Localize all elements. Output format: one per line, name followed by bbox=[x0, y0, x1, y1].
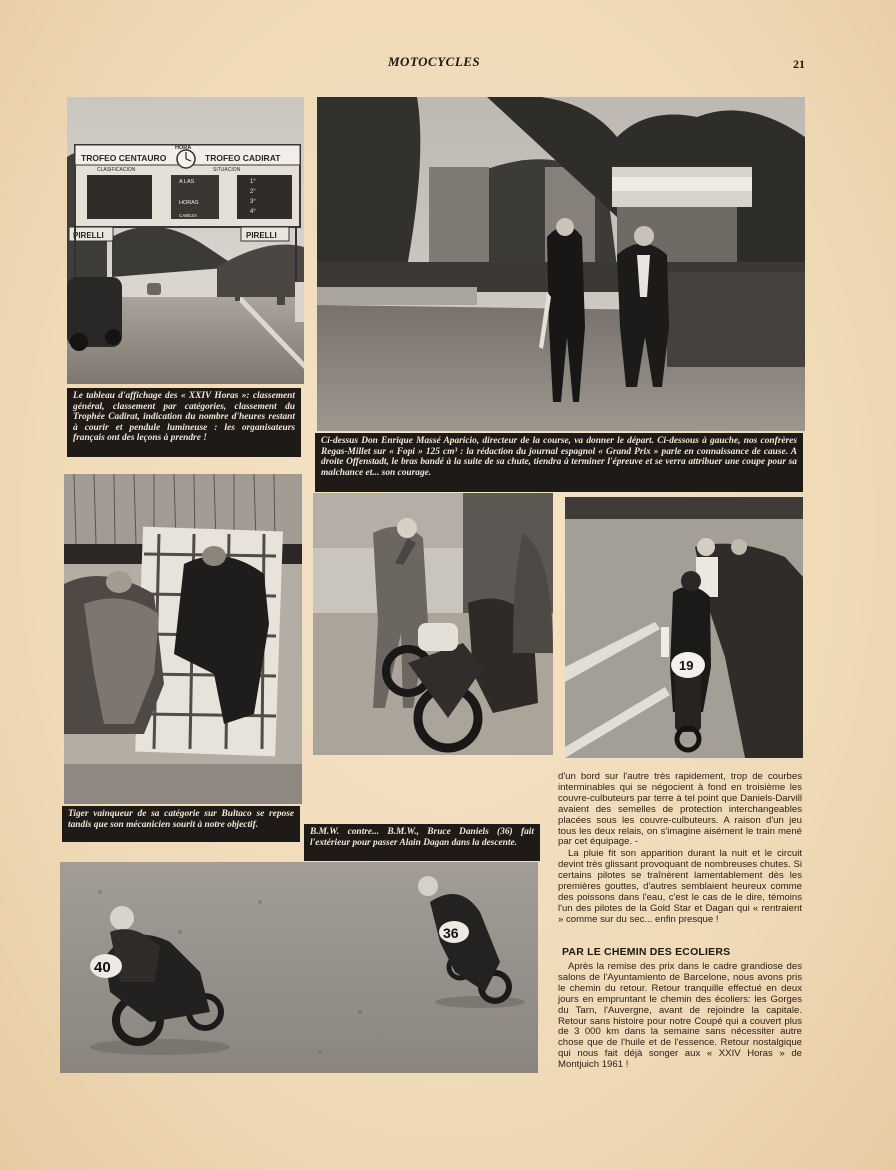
article-paragraph-2: La pluie fit son apparition durant la nuit et le circuit devint très glissant provoquant de nombreuses chutes. Si certains pilotes se traînèrent lamentablement dès les premières gouttes, d'autres semblaient heureux comme des poissons dans l'eau, c'est le cas de le dire, témoins l'un des pilotes de la Gold Star et Dagan qui « rentraient » comme sur du sec... enfin presque ! bbox=[558, 848, 802, 925]
photo-scoreboard bbox=[67, 97, 304, 384]
scoreboard-sub-right: SITUACION bbox=[213, 167, 241, 173]
running-head: MOTOCYCLES bbox=[388, 54, 481, 69]
photo-resting-rider bbox=[64, 474, 302, 804]
scoreboard-row-3: CABEZA bbox=[179, 213, 198, 218]
scoreboard-row-2: HORAS bbox=[179, 200, 199, 206]
scoreboard-row-1: A LAS bbox=[179, 179, 195, 185]
scoreboard-pos-1: 1° bbox=[250, 179, 256, 185]
scoreboard-banner-left: PIRELLI bbox=[73, 231, 104, 240]
plate-36: 36 bbox=[443, 925, 459, 941]
scoreboard-sub-left: CLASIFICACION bbox=[97, 167, 136, 173]
plate-40: 40 bbox=[94, 959, 111, 976]
article-paragraph-1: d'un bord sur l'autre très rapidement, trop de courbes interminables qui se négocient à fond en troisième les couvre-culbuteurs par terre à tel point que Daniels-Darvill avaient des semelles de protection interchangeables placées sous les couvre-culbuteurs. A raison d'un jeu tous les deux relais, on s'imagine aisément le train mené par cet équipage. - bbox=[558, 771, 802, 848]
article-column-bottom bbox=[558, 962, 802, 1072]
caption-bmw-duel: B.M.W. contre... B.M.W., Bruce Daniels (36) fait l'extérieur pour passer Alain Dagan dans la descente. bbox=[304, 824, 540, 861]
scoreboard-sign-center: HORA bbox=[175, 145, 192, 151]
scoreboard-sign-right: TROFEO CADIRAT bbox=[205, 153, 281, 163]
article-column-top bbox=[558, 772, 802, 927]
photo-regas-millet bbox=[313, 493, 553, 755]
scoreboard-pos-2: 2° bbox=[250, 189, 256, 195]
page-number: 21 bbox=[793, 57, 805, 71]
photo-race-director bbox=[317, 97, 805, 431]
scoreboard-pos-4: 4° bbox=[250, 209, 256, 215]
scoreboard-banner-right: PIRELLI bbox=[246, 231, 277, 240]
caption-scoreboard: Le tableau d'affichage des « XXIV Horas »: classement général, classement par catégories, classement du Trophée Cadirat, indication du nombre d'heures restant à courir et pendule lumineuse : les organisateurs français ont des leçons à prendre ! bbox=[67, 388, 301, 457]
section-heading: PAR LE CHEMIN DES ECOLIERS bbox=[562, 946, 731, 958]
caption-race-director: Ci-dessus Don Enrique Massé Aparicio, directeur de la course, va donner le départ. Ci-dessous à gauche, nos confrères Regas-Millet sur « Fopi » 125 cm³ : la rédaction du journal espagnol « Grand Prix » parle en connaissance de cause. A droite Offenstadt, le bras bandé à la suite de sa chute, tiendra à terminer l'épreuve et se verra attribuer une coupe pour sa malchance et... son courage. bbox=[315, 433, 803, 492]
caption-resting-rider: Tiger vainqueur de sa catégorie sur Bultaco se repose tandis que son mécanicien sourit à notre objectif. bbox=[62, 806, 300, 842]
article-paragraph-3: Après la remise des prix dans le cadre grandiose des salons de l'Ayuntamiento de Barcelone, nous avons pris le chemin du retour. Retour tranquille effectué en deux jours en empruntant le chemin des écoliers: les Gorges du Tarn, l'Auvergne, avant de rejoindre la capitale. Retour sans histoire pour notre Coupé qui a couvert plus de 3 000 km dans la semaine sans nécessiter autre chose que de l'huile et de l'essence. Retour nostalgique qui nous fait déjà songer aux « XXIV Horas » de Montjuich 1961 ! bbox=[558, 961, 802, 1071]
plate-19: 19 bbox=[679, 658, 694, 673]
photo-bmw-riders bbox=[60, 862, 538, 1073]
photo-offenstadt bbox=[565, 497, 803, 758]
scoreboard-sign-left: TROFEO CENTAURO bbox=[81, 153, 167, 163]
scoreboard-pos-3: 3° bbox=[250, 199, 256, 205]
